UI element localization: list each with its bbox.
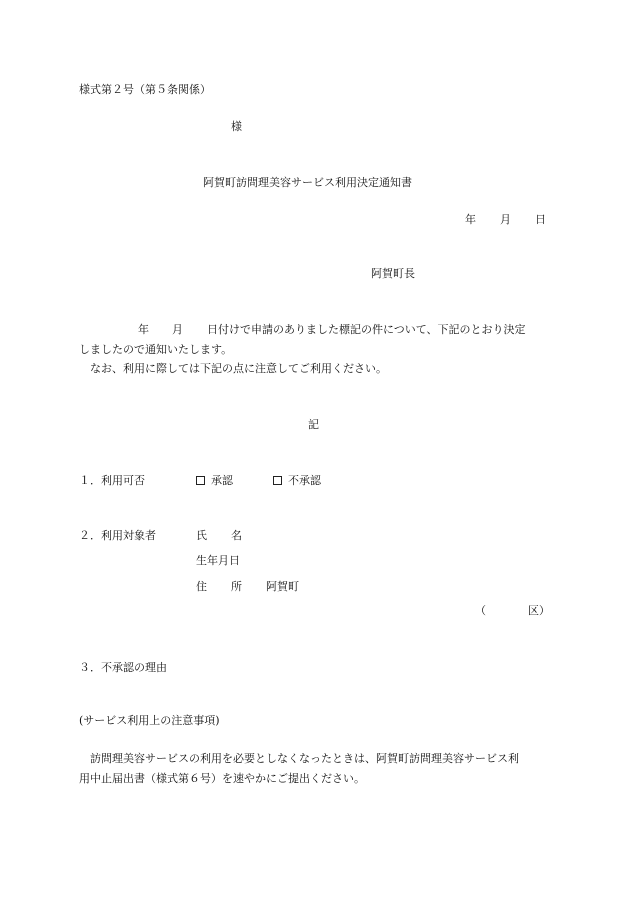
issuer: 阿賀町長 xyxy=(371,267,415,280)
approve-label: 承認 xyxy=(211,474,233,487)
section2-label: ２．利用対象者 xyxy=(79,529,156,542)
document-title: 阿賀町訪問理美容サービス利用決定通知書 xyxy=(203,176,412,189)
intro-month-label: 月 xyxy=(172,323,183,336)
address-label-1: 住 xyxy=(196,580,207,593)
intro-line1-rest: 日付けで申請のありました標記の件について、下記のとおり決定 xyxy=(207,323,526,336)
notes-heading: (サービス利用上の注意事項) xyxy=(79,714,220,727)
birth-label: 生年月日 xyxy=(196,554,240,567)
reject-checkbox[interactable] xyxy=(273,476,282,485)
ward-open: （ xyxy=(475,604,486,617)
intro-year-label: 年 xyxy=(138,323,149,336)
ki-marker: 記 xyxy=(308,418,319,431)
approve-checkbox[interactable] xyxy=(196,476,205,485)
date-month-label: 月 xyxy=(500,213,511,226)
name-label-2: 名 xyxy=(231,529,242,542)
notes-line2: 用中止届出書（様式第６号）を速やかにご提出ください。 xyxy=(79,772,365,785)
address-value: 阿賀町 xyxy=(266,580,299,593)
intro-line2: しましたので通知いたします。 xyxy=(79,343,233,356)
date-year-label: 年 xyxy=(465,213,476,226)
addressee-suffix: 様 xyxy=(231,120,242,133)
notes-line1: 訪問理美容サービスの利用を必要としなくなったときは、阿賀町訪問理美容サービス利 xyxy=(90,752,519,765)
date-day-label: 日 xyxy=(535,213,546,226)
section3-label: ３．不承認の理由 xyxy=(79,661,167,674)
section1-label: １．利用可否 xyxy=(79,474,145,487)
name-label-1: 氏 xyxy=(196,529,207,542)
reject-option[interactable] xyxy=(273,474,321,488)
address-label-2: 所 xyxy=(231,580,242,593)
reject-label: 不承認 xyxy=(288,474,321,487)
form-number: 様式第２号（第５条関係） xyxy=(79,83,211,96)
ward-close: 区） xyxy=(528,604,550,617)
approve-option[interactable] xyxy=(196,474,233,488)
intro-line3: なお、利用に際しては下記の点に注意してご利用ください。 xyxy=(90,362,387,375)
